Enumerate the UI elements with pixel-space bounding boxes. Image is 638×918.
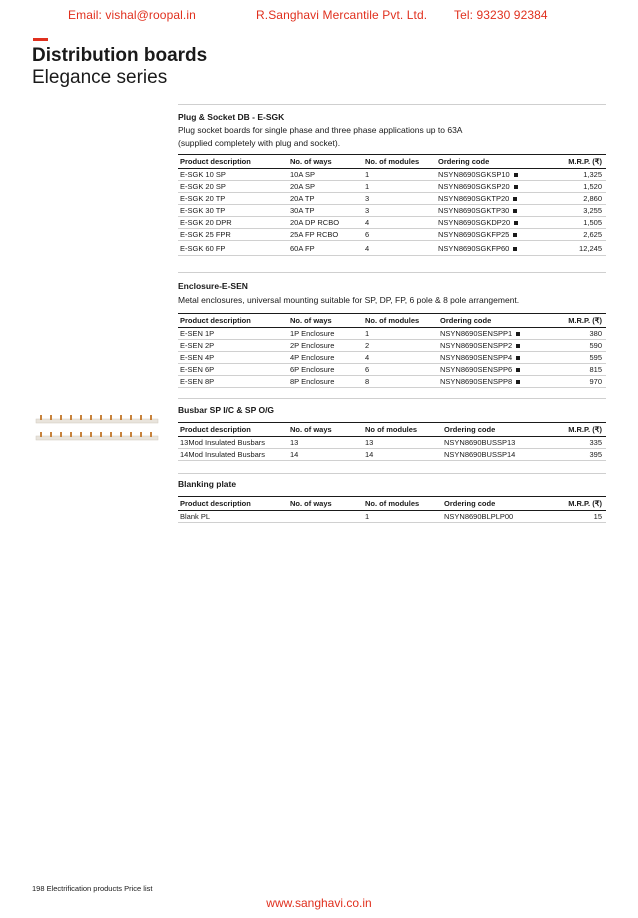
- col-header: No. of modules: [363, 497, 442, 511]
- page-title: Distribution boards: [32, 45, 208, 66]
- cell: 1,520: [546, 181, 606, 193]
- cell: E-SGK 25 FPR: [178, 229, 288, 241]
- cell: NSYN8690SENSPP2: [440, 341, 513, 350]
- cell: 15: [546, 511, 606, 523]
- section-divider: [178, 473, 606, 474]
- cell: NSYN8690SGKSP10: [438, 170, 510, 179]
- square-bullet-icon: [513, 209, 517, 213]
- col-header: Ordering code: [442, 423, 546, 437]
- table-row: [178, 511, 606, 523]
- cell: NSYN8690BLPLP00: [442, 511, 546, 523]
- cell: E-SEN 2P: [178, 340, 288, 352]
- cell: E-SGK 60 FP: [178, 241, 288, 256]
- col-header: M.R.P. (₹): [546, 423, 606, 437]
- cell: 380: [546, 328, 606, 340]
- section-title-busbar: Busbar SP I/C & SP O/G: [178, 405, 275, 415]
- cell: 13: [363, 437, 442, 449]
- cell: 8P Enclosure: [288, 376, 363, 388]
- cell: 4: [363, 352, 438, 364]
- col-header: M.R.P. (₹): [546, 314, 606, 328]
- table-row: [178, 352, 606, 364]
- cell: 25A FP RCBO: [288, 229, 363, 241]
- cell: 1P Enclosure: [288, 328, 363, 340]
- table-row: [178, 437, 606, 449]
- cell: 970: [546, 376, 606, 388]
- cell: NSYN8690SGKDP20: [438, 218, 511, 227]
- table-sgk: [178, 154, 606, 256]
- col-header: Product description: [178, 423, 288, 437]
- col-header: Ordering code: [436, 155, 546, 169]
- cell: 4P Enclosure: [288, 352, 363, 364]
- cell: 12,245: [546, 241, 606, 256]
- square-bullet-icon: [513, 233, 517, 237]
- square-bullet-icon: [516, 332, 520, 336]
- square-bullet-icon: [516, 356, 520, 360]
- cell: 1: [363, 169, 436, 181]
- cell: 395: [546, 449, 606, 461]
- section-desc-line: Plug socket boards for single phase and three phase applications up to 63A: [178, 125, 463, 135]
- cell: NSYN8690SENSPP8: [440, 377, 513, 386]
- table-row: [178, 364, 606, 376]
- square-bullet-icon: [516, 368, 520, 372]
- table-row: [178, 205, 606, 217]
- cell: 20A SP: [288, 181, 363, 193]
- cell: 2P Enclosure: [288, 340, 363, 352]
- col-header: Product description: [178, 497, 288, 511]
- cell: E-SEN 1P: [178, 328, 288, 340]
- cell: 815: [546, 364, 606, 376]
- cell: 590: [546, 340, 606, 352]
- cell: 14: [363, 449, 442, 461]
- section-divider: [178, 398, 606, 399]
- cell: E-SGK 20 DPR: [178, 217, 288, 229]
- square-bullet-icon: [516, 344, 520, 348]
- cell: NSYN8690SENSPP1: [440, 329, 513, 338]
- cell: 4: [363, 241, 436, 256]
- cell: 335: [546, 437, 606, 449]
- cell: NSYN8690SGKFP60: [438, 243, 510, 253]
- square-bullet-icon: [514, 173, 518, 177]
- cell: E-SEN 4P: [178, 352, 288, 364]
- cell: Blank PL: [178, 511, 288, 523]
- ordering-code-cell: [438, 328, 546, 340]
- section-desc-sgk: [178, 124, 608, 150]
- col-header: No. of modules: [363, 155, 436, 169]
- cell: 20A TP: [288, 193, 363, 205]
- cell: 30A TP: [288, 205, 363, 217]
- cell: [288, 511, 363, 523]
- cell: 14: [288, 449, 363, 461]
- page-subtitle: Elegance series: [32, 67, 168, 88]
- ordering-code-cell: [438, 340, 546, 352]
- square-bullet-icon: [514, 221, 518, 225]
- col-header: No. of modules: [363, 314, 438, 328]
- cell: 4: [363, 217, 436, 229]
- section-desc-line: (supplied completely with plug and socket).: [178, 138, 341, 148]
- cell: 8: [363, 376, 438, 388]
- table-row: [178, 340, 606, 352]
- table-row: [178, 449, 606, 461]
- section-title-blank: Blanking plate: [178, 479, 237, 489]
- table-row: [178, 229, 606, 241]
- cell: NSYN8690SENSPP6: [440, 365, 513, 374]
- cell: NSYN8690SGKSP20: [438, 182, 510, 191]
- table-busbar: [178, 422, 606, 461]
- cell: 1: [363, 328, 438, 340]
- cell: NSYN8690SGKTP20: [438, 194, 510, 203]
- cell: E-SGK 20 SP: [178, 181, 288, 193]
- cell: 6: [363, 364, 438, 376]
- col-header: No. of ways: [288, 314, 363, 328]
- cell: 2,625: [546, 229, 606, 241]
- busbar-image: [34, 431, 160, 445]
- square-bullet-icon: [513, 197, 517, 201]
- ordering-code-cell: [436, 169, 546, 181]
- ordering-code-cell: [436, 241, 546, 256]
- square-bullet-icon: [514, 185, 518, 189]
- ordering-code-cell: [438, 352, 546, 364]
- ordering-code-cell: [438, 364, 546, 376]
- cell: 60A FP: [288, 241, 363, 256]
- cell: 13: [288, 437, 363, 449]
- cell: 1: [363, 511, 442, 523]
- ordering-code-cell: [436, 229, 546, 241]
- col-header: No of modules: [363, 423, 442, 437]
- table-row: [178, 217, 606, 229]
- accent-bar: [33, 38, 48, 41]
- ordering-code-cell: [436, 205, 546, 217]
- table-row: [178, 376, 606, 388]
- table-row: [178, 169, 606, 181]
- cell: 1,325: [546, 169, 606, 181]
- cell: NSYN8690SGKFP25: [438, 230, 510, 239]
- ordering-code-cell: [436, 217, 546, 229]
- cell: 14Mod Insulated Busbars: [178, 449, 288, 461]
- cell: 1,505: [546, 217, 606, 229]
- cell: 6P Enclosure: [288, 364, 363, 376]
- table-row: [178, 193, 606, 205]
- table-header-row: [178, 423, 606, 437]
- cell: NSYN8690SGKTP30: [438, 206, 510, 215]
- ordering-code-cell: [436, 181, 546, 193]
- ordering-code-cell: [438, 376, 546, 388]
- table-sen: [178, 313, 606, 388]
- cell: 6: [363, 229, 436, 241]
- cell: 595: [546, 352, 606, 364]
- cell: E-SEN 6P: [178, 364, 288, 376]
- cell: NSYN8690SENSPP4: [440, 353, 513, 362]
- table-header-row: [178, 155, 606, 169]
- col-header: Product description: [178, 155, 288, 169]
- square-bullet-icon: [513, 247, 517, 251]
- cell: 2: [363, 340, 438, 352]
- cell: 3: [363, 205, 436, 217]
- col-header: Ordering code: [438, 314, 546, 328]
- cell: 20A DP RCBO: [288, 217, 363, 229]
- col-header: Ordering code: [442, 497, 546, 511]
- cell: E-SEN 8P: [178, 376, 288, 388]
- cell: 3: [363, 193, 436, 205]
- cell: E-SGK 30 TP: [178, 205, 288, 217]
- table-header-row: [178, 314, 606, 328]
- table-header-row: [178, 497, 606, 511]
- footer-website-link[interactable]: www.sanghavi.co.in: [266, 896, 372, 910]
- busbar-image: [34, 414, 160, 428]
- table-blank: [178, 496, 606, 523]
- cell: 13Mod Insulated Busbars: [178, 437, 288, 449]
- table-row: [178, 181, 606, 193]
- ordering-code-cell: [436, 193, 546, 205]
- col-header: M.R.P. (₹): [546, 155, 606, 169]
- cell: 2,860: [546, 193, 606, 205]
- col-header: No. of ways: [288, 423, 363, 437]
- cell: 10A SP: [288, 169, 363, 181]
- section-title-sen: Enclosure-E-SEN: [178, 281, 248, 291]
- col-header: M.R.P. (₹): [546, 497, 606, 511]
- cell: E-SGK 20 TP: [178, 193, 288, 205]
- square-bullet-icon: [516, 380, 520, 384]
- section-title-sgk: Plug & Socket DB - E-SGK: [178, 112, 285, 122]
- section-divider: [178, 104, 606, 105]
- header-email: Email: vishal@roopal.in: [68, 8, 196, 22]
- col-header: No. of ways: [288, 155, 363, 169]
- section-divider: [178, 272, 606, 273]
- section-desc-sen: Metal enclosures, universal mounting suitable for SP, DP, FP, 6 pole & 8 pole arrangement.: [178, 295, 520, 305]
- header-phone: Tel: 93230 92384: [454, 8, 548, 22]
- cell: NSYN8690BUSSP13: [442, 437, 546, 449]
- footer-page-label: 198 Electrification products Price list: [32, 884, 153, 893]
- header-company: R.Sanghavi Mercantile Pvt. Ltd.: [256, 8, 428, 22]
- table-row: [178, 241, 606, 256]
- cell: NSYN8690BUSSP14: [442, 449, 546, 461]
- cell: E-SGK 10 SP: [178, 169, 288, 181]
- cell: 1: [363, 181, 436, 193]
- col-header: No. of ways: [288, 497, 363, 511]
- col-header: Product description: [178, 314, 288, 328]
- table-row: [178, 328, 606, 340]
- cell: 3,255: [546, 205, 606, 217]
